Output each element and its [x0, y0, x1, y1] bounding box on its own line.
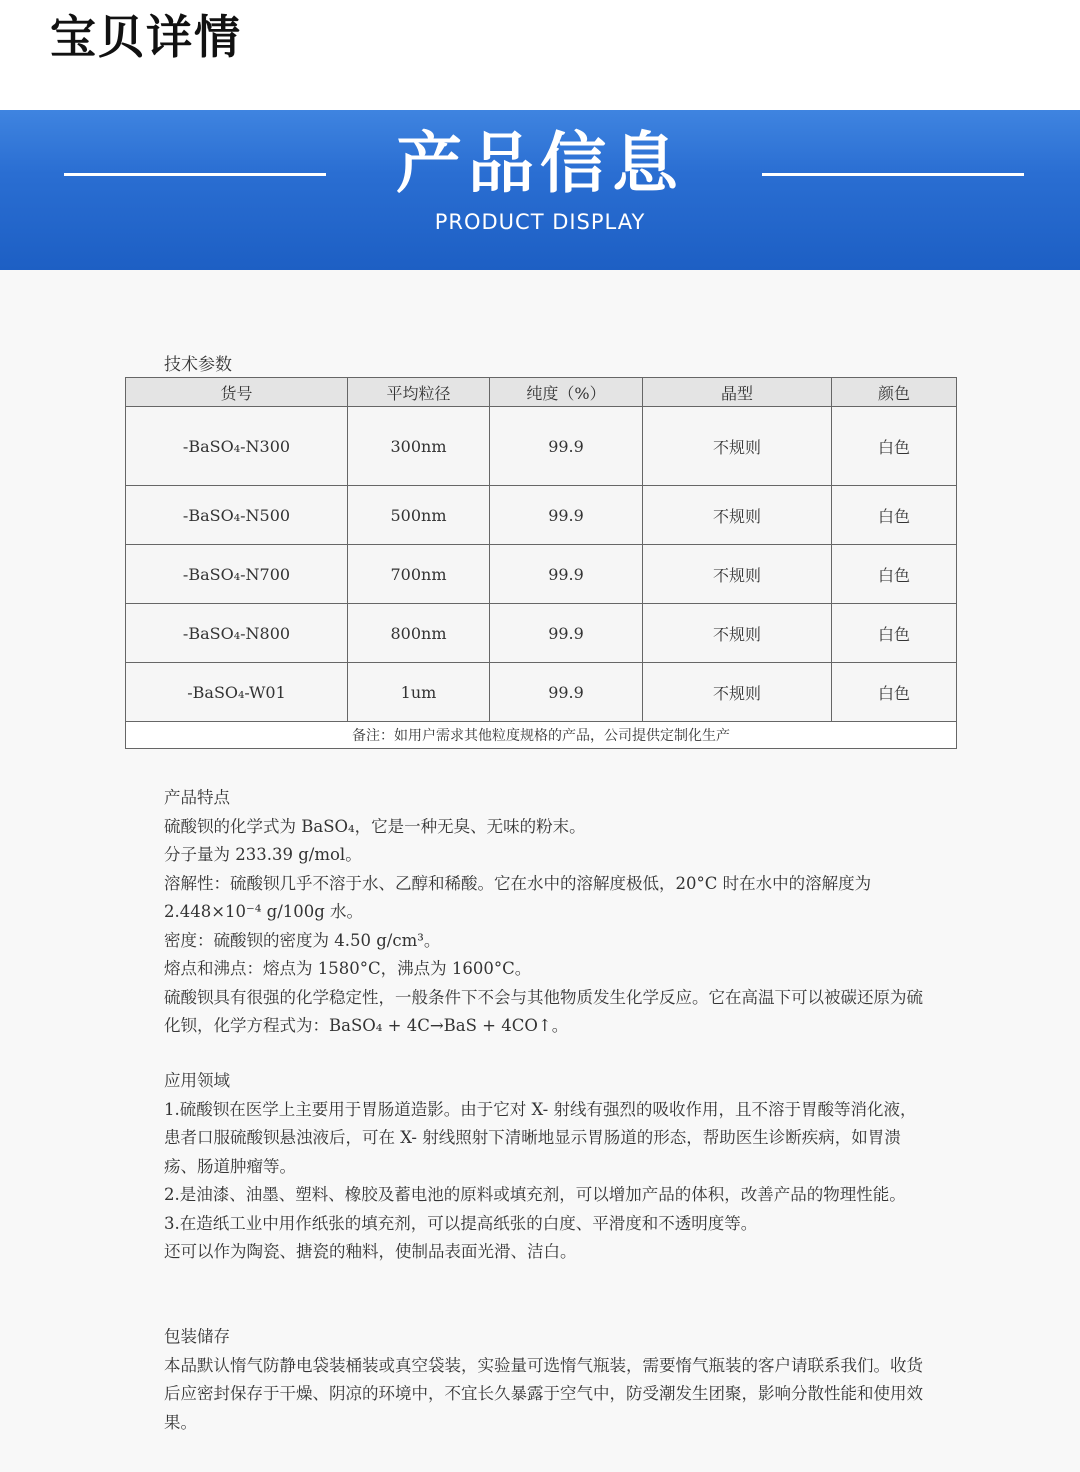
item-number-cell: -BaSO₄-N500	[126, 486, 348, 545]
section-heading: 应用领域	[164, 1071, 230, 1090]
column-header: 颜色	[832, 378, 957, 407]
table-row	[126, 545, 957, 604]
paragraph-line: 硫酸钡具有很强的化学稳定性，一般条件下不会与其他物质发生化学反应。它在高温下可以被碳还原为硫化钡，化学方程式为：BaSO₄ + 4C→BaS + 4CO↑。	[164, 987, 923, 1035]
paragraph-line: 分子量为 233.39 g/mol。	[164, 845, 362, 864]
section-heading: 包装储存	[164, 1327, 230, 1346]
spec-table	[125, 377, 957, 749]
purity-cell: 99.9	[490, 407, 643, 486]
crystal-form-cell: 不规则	[643, 663, 832, 722]
particle-size-cell: 300nm	[348, 407, 490, 486]
paragraph-line: 1.硫酸钡在医学上主要用于胃肠道造影。由于它对 X- 射线有强烈的吸收作用，且不溶于胃酸等消化液，患者口服硫酸钡悬浊液后，可在 X- 射线照射下清晰地显示胃肠道的形态，帮助医生诊断疾病，如胃溃疡、肠道肿瘤等。	[164, 1099, 917, 1176]
table-row	[126, 604, 957, 663]
spec-table-header-row	[126, 378, 957, 407]
item-number-cell: -BaSO₄-N800	[126, 604, 348, 663]
banner-subtitle: PRODUCT DISPLAY	[434, 210, 646, 234]
page-header	[0, 0, 1080, 110]
purity-cell: 99.9	[490, 604, 643, 663]
color-cell: 白色	[832, 545, 957, 604]
crystal-form-cell: 不规则	[643, 407, 832, 486]
item-number-cell: -BaSO₄-N700	[126, 545, 348, 604]
column-header: 货号	[126, 378, 348, 407]
paragraph-line: 还可以作为陶瓷、搪瓷的釉料，使制品表面光滑、洁白。	[164, 1242, 577, 1261]
paragraph-line: 3.在造纸工业中用作纸张的填充剂，可以提高纸张的白度、平滑度和不透明度等。	[164, 1213, 758, 1233]
spec-section-label: 技术参数	[164, 355, 232, 375]
crystal-form-cell: 不规则	[643, 486, 832, 545]
table-row	[126, 663, 957, 722]
table-note: 备注：如用户需求其他粒度规格的产品，公司提供定制化生产	[126, 722, 957, 749]
crystal-form-cell: 不规则	[643, 604, 832, 663]
column-header: 平均粒径	[348, 378, 490, 407]
table-row	[126, 407, 957, 486]
features-section	[164, 784, 924, 1041]
product-info-banner	[0, 110, 1080, 270]
color-cell: 白色	[832, 663, 957, 722]
color-cell: 白色	[832, 407, 957, 486]
paragraph-line: 本品默认惰气防静电袋装桶装或真空袋装，实验量可选惰气瓶装，需要惰气瓶装的客户请联系我们。收货后应密封保存于干燥、阴凉的环境中，不宜长久暴露于空气中，防受潮发生团聚，影响分散性能和使用效果。	[164, 1355, 923, 1432]
particle-size-cell: 500nm	[348, 486, 490, 545]
purity-cell: 99.9	[490, 545, 643, 604]
paragraph-line: 2.是油漆、油墨、塑料、橡胶及蓄电池的原料或填充剂，可以增加产品的体积，改善产品的物理性能。	[164, 1185, 906, 1204]
particle-size-cell: 700nm	[348, 545, 490, 604]
particle-size-cell: 800nm	[348, 604, 490, 663]
crystal-form-cell: 不规则	[643, 545, 832, 604]
paragraph-line: 溶解性：硫酸钡几乎不溶于水、乙醇和稀酸。它在水中的溶解度极低，20°C 时在水中的溶解度为 2.448×10⁻⁴ g/100g 水。	[164, 873, 872, 921]
paragraph-line: 熔点和沸点：熔点为 1580°C，沸点为 1600°C。	[164, 959, 532, 978]
paragraph-line: 硫酸钡的化学式为 BaSO₄，它是一种无臭、无味的粉末。	[164, 816, 586, 836]
table-note-row	[126, 722, 957, 749]
banner-title: 产品信息	[396, 125, 684, 202]
column-header: 纯度（%）	[490, 378, 643, 407]
applications-section	[164, 1067, 924, 1267]
purity-cell: 99.9	[490, 486, 643, 545]
color-cell: 白色	[832, 604, 957, 663]
particle-size-cell: 1um	[348, 663, 490, 722]
page-title: 宝贝详情	[50, 10, 242, 64]
storage-section	[164, 1323, 924, 1437]
section-heading: 产品特点	[164, 788, 230, 807]
table-row	[126, 486, 957, 545]
purity-cell: 99.9	[490, 663, 643, 722]
paragraph-line: 密度：硫酸钡的密度为 4.50 g/cm³。	[164, 930, 441, 950]
item-number-cell: -BaSO₄-W01	[126, 663, 348, 722]
item-number-cell: -BaSO₄-N300	[126, 407, 348, 486]
column-header: 晶型	[643, 378, 832, 407]
product-detail-content	[0, 270, 1080, 1472]
color-cell: 白色	[832, 486, 957, 545]
